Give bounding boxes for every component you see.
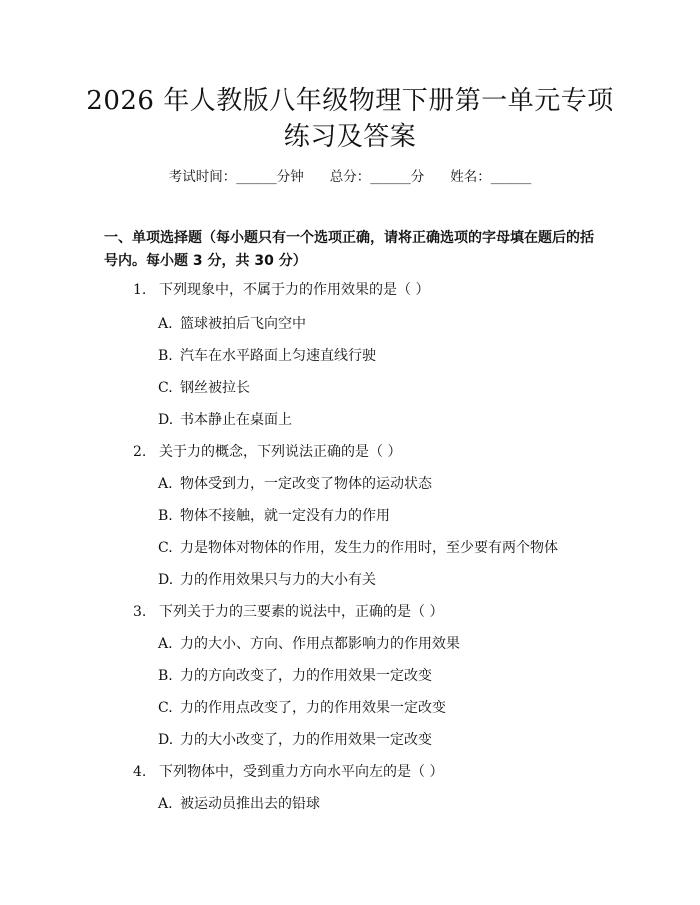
question-4 (133, 762, 613, 782)
option-letter: B. (158, 668, 173, 684)
student-name: 姓名：______ (450, 169, 532, 185)
option-text: 被运动员推出去的铅球 (180, 796, 320, 812)
section-heading-line-2: 号内。每小题 3 分，共 30 分） (104, 253, 307, 269)
option-letter: A. (158, 796, 173, 812)
option-letter: D. (158, 572, 174, 588)
option-text: 物体不接触，就一定没有力的作用 (180, 508, 390, 524)
option-letter: A. (158, 316, 173, 332)
option-letter: C. (158, 380, 173, 396)
option-text: 篮球被拍后飞向空中 (180, 316, 306, 332)
question-text: 关于力的概念，下列说法正确的是（ ） (159, 444, 402, 460)
exam-total-score: 总分：______分 (329, 169, 425, 185)
question-2-option-b (158, 506, 608, 526)
question-2-option-c (158, 538, 608, 558)
question-number: 1. (133, 282, 147, 298)
document-title-line-2: 练习及答案 (283, 122, 417, 152)
option-letter: A. (158, 636, 173, 652)
question-3-option-a (158, 634, 608, 654)
option-letter: D. (158, 412, 174, 428)
option-text: 力的作用点改变了，力的作用效果一定改变 (180, 700, 446, 716)
option-text: 力的方向改变了，力的作用效果一定改变 (180, 668, 432, 684)
question-3 (133, 602, 613, 622)
document-title-line-1: 2026 年人教版八年级物理下册第一单元专项 (86, 86, 614, 116)
question-2 (133, 442, 613, 462)
question-1-option-b (158, 346, 608, 366)
option-letter: D. (158, 732, 174, 748)
question-text: 下列关于力的三要素的说法中，正确的是（ ） (159, 604, 444, 620)
question-1-option-d (158, 410, 608, 430)
option-text: 力的大小、方向、作用点都影响力的作用效果 (180, 636, 460, 652)
question-text: 下列物体中，受到重力方向水平向左的是（ ） (159, 764, 444, 780)
option-letter: C. (158, 700, 173, 716)
option-text: 钢丝被拉长 (180, 380, 250, 396)
question-text: 下列现象中，不属于力的作用效果的是（ ） (159, 282, 430, 298)
question-3-option-b (158, 666, 608, 686)
question-4-option-a (158, 794, 608, 814)
question-2-option-a (158, 474, 608, 494)
option-text: 汽车在水平路面上匀速直线行驶 (180, 348, 376, 364)
question-3-option-d (158, 730, 608, 750)
option-text: 力的作用效果只与力的大小有关 (180, 572, 376, 588)
question-1-option-a (158, 314, 608, 334)
question-number: 3. (133, 604, 147, 620)
option-text: 书本静止在桌面上 (180, 412, 292, 428)
exam-time: 考试时间：______分钟 (168, 169, 304, 185)
exam-info (0, 167, 700, 187)
option-letter: B. (158, 348, 173, 364)
question-number: 4. (133, 764, 147, 780)
option-text: 物体受到力，一定改变了物体的运动状态 (180, 476, 432, 492)
question-1-option-c (158, 378, 608, 398)
question-1 (133, 280, 613, 300)
question-number: 2. (133, 444, 147, 460)
option-text: 力是物体对物体的作用，发生力的作用时，至少要有两个物体 (180, 540, 558, 556)
question-2-option-d (158, 570, 608, 590)
option-letter: B. (158, 508, 173, 524)
section-heading-line-1: 一、单项选择题（每小题只有一个选项正确，请将正确选项的字母填在题后的括 (104, 230, 594, 246)
question-3-option-c (158, 698, 608, 718)
option-text: 力的大小改变了，力的作用效果一定改变 (180, 732, 432, 748)
option-letter: C. (158, 540, 173, 556)
option-letter: A. (158, 476, 173, 492)
